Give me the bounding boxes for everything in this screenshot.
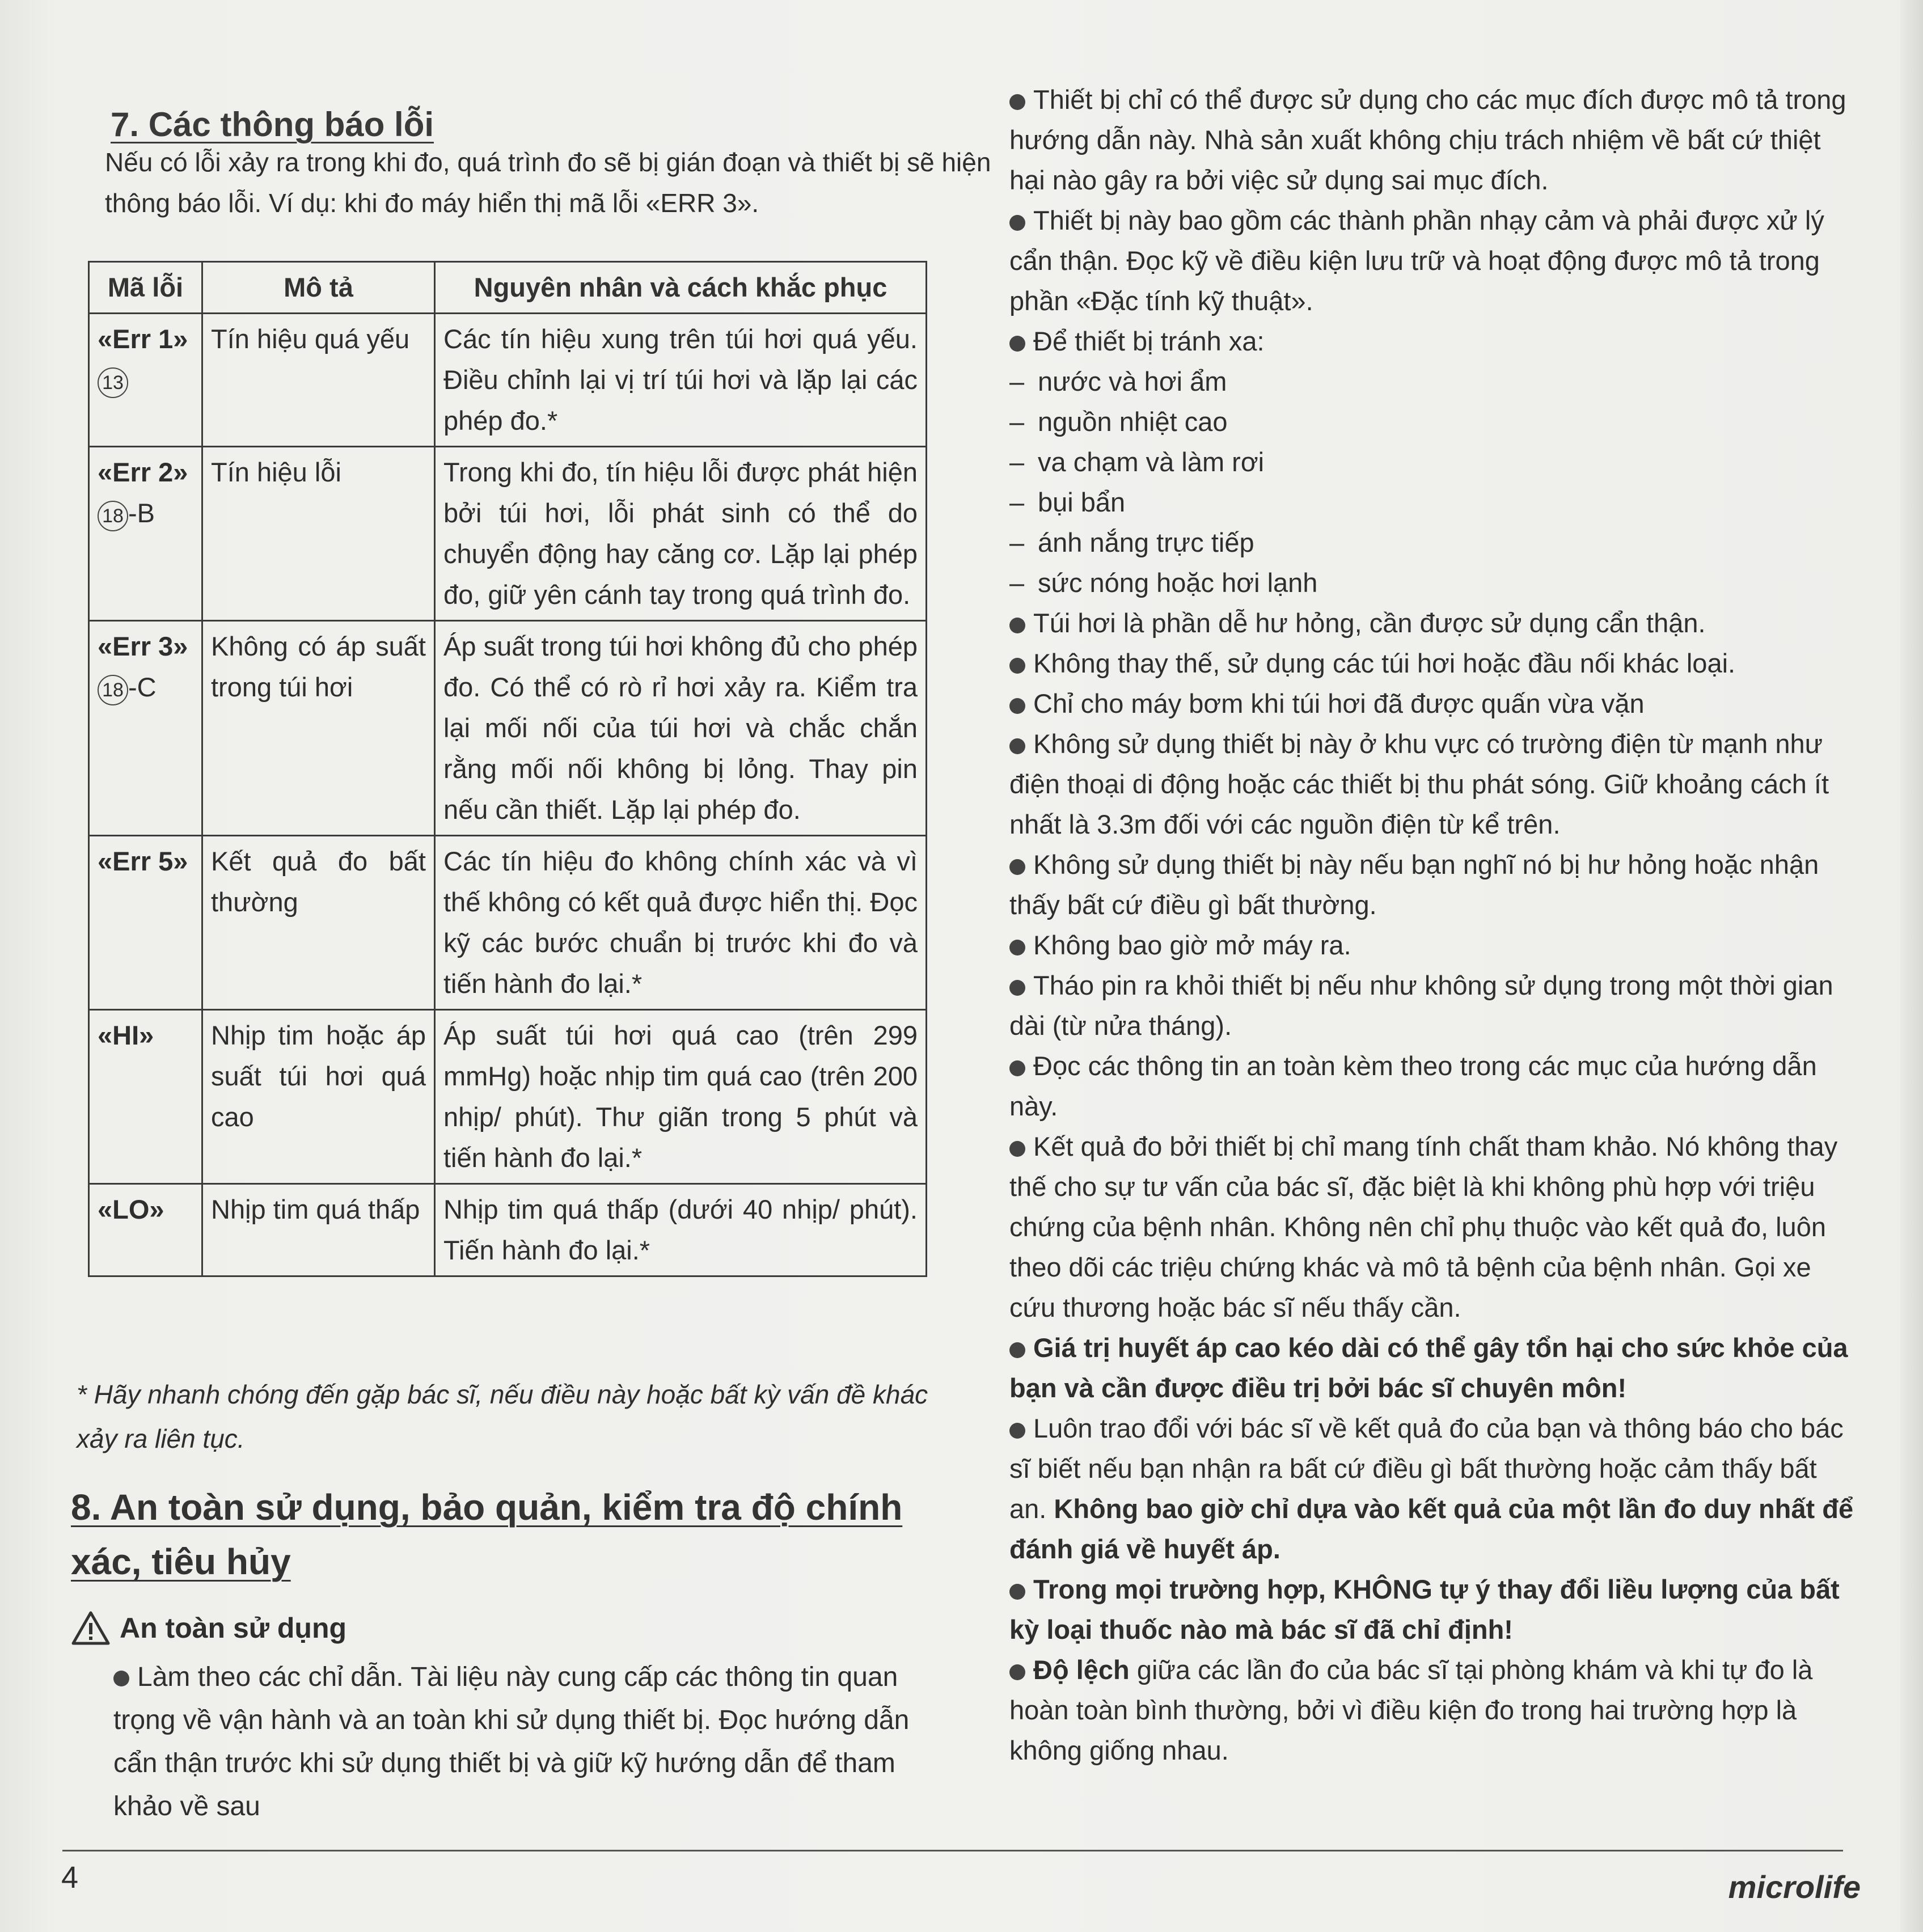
safety-item (1009, 603, 1854, 643)
safety-item-text: Chỉ cho máy bơm khi túi hơi đã được quấn vừa vặn (1033, 688, 1645, 718)
list-item-text: bụi bẩn (1038, 487, 1126, 517)
safety-item (1009, 844, 1854, 925)
error-description: Nhịp tim quá thấp (202, 1184, 435, 1276)
safety-item-text: Để thiết bị tránh xa: (1033, 326, 1265, 356)
safety-item (1009, 200, 1854, 321)
error-description: Không có áp suất trong túi hơi (202, 621, 435, 836)
bullet-icon (1009, 1060, 1025, 1076)
safety-heading (71, 1610, 346, 1646)
error-fix: Nhịp tim quá thấp (dưới 40 nhịp/ phút). Tiến hành đo lại.* (435, 1184, 927, 1276)
error-code-cell (89, 1184, 202, 1276)
error-code: «Err 2» (98, 457, 188, 487)
warning-triangle-icon (71, 1610, 111, 1646)
error-fix: Áp suất túi hơi quá cao (trên 299 mmHg) hoặc nhịp tim quá cao (trên 200 nhịp/ phút). Thư giãn trong 5 phút và tiến hành đo lại.* (435, 1010, 927, 1184)
error-code: «Err 5» (98, 846, 188, 876)
error-code-cell (89, 836, 202, 1010)
bullet-icon (1009, 738, 1025, 754)
table-row (89, 621, 927, 836)
error-code-cell (89, 1010, 202, 1184)
table-row (89, 1010, 927, 1184)
list-item: – nguồn nhiệt cao (1009, 407, 1228, 437)
list-item-text: nước và hơi ẩm (1038, 366, 1227, 396)
error-code: «Err 3» (98, 631, 188, 661)
safety-item (1009, 965, 1854, 1046)
bullet-icon (1009, 658, 1025, 674)
error-fix: Trong khi đo, tín hiệu lỗi được phát hiện bởi túi hơi, lỗi phát sinh có thể do chuyển động hay căng cơ. Lặp lại phép đo, giữ yên cánh tay trong quá trình đo. (435, 447, 927, 621)
error-table-header (89, 262, 927, 314)
safety-item-text: Không bao giờ mở máy ra. (1033, 930, 1351, 960)
safety-text: Làm theo các chỉ dẫn. Tài liệu này cung cấp các thông tin quan trọng về vận hành và an toàn khi sử dụng thiết bị. Đọc hướng dẫn cẩn thận trước khi sử dụng thiết bị và giữ kỹ hướng dẫn để tham khảo về sau (113, 1662, 910, 1821)
header-code: Mã lỗi (89, 262, 202, 314)
safety-item-text: Không thay thế, sử dụng các túi hơi hoặc đầu nối khác loại. (1033, 648, 1736, 678)
bullet-icon (1009, 698, 1025, 714)
safety-item-text: Kết quả đo bởi thiết bị chỉ mang tính chất tham khảo. Nó không thay thế cho sự tư vấn của bác sĩ, đặc biệt là khi không phù hợp với triệu chứng của bệnh nhân. Không nên chỉ phụ thuộc vào kết quả đo, luôn theo dõi các triệu chứng khác và mô tả bệnh của bệnh nhân. Gọi xe cứu thương hoặc bác sĩ nếu thấy cần. (1009, 1131, 1838, 1322)
safety-item-bold-text: Độ lệch (1033, 1655, 1130, 1685)
error-description: Kết quả đo bất thường (202, 836, 435, 1010)
table-footnote: * Hãy nhanh chóng đến gặp bác sĩ, nếu điều này hoặc bất kỳ vấn đề khác xảy ra liên tục. (77, 1380, 928, 1453)
safety-item-bold-text: Trong mọi trường hợp, KHÔNG tự ý thay đổi liều lượng của bất kỳ loại thuốc nào mà bác sĩ đã chỉ định! (1009, 1574, 1840, 1644)
safety-item-text: Túi hơi là phần dễ hư hỏng, cần được sử dụng cẩn thận. (1033, 608, 1706, 638)
bullet-icon (113, 1671, 129, 1686)
section-8-title: 8. An toàn sử dụng, bảo quản, kiểm tra độ chính xác, tiêu hủy (71, 1487, 903, 1582)
error-code: «LO» (98, 1194, 164, 1224)
bullet-icon (1009, 1342, 1025, 1358)
safety-item (1009, 1046, 1854, 1126)
figure-ref-number: 18 (98, 501, 128, 531)
right-column (1009, 79, 1854, 1770)
bullet-icon (1009, 215, 1025, 231)
safety-item (1009, 724, 1854, 844)
list-item-text: ánh nắng trực tiếp (1038, 527, 1254, 557)
figure-ref-suffix: -B (128, 498, 155, 528)
bullet-icon (1009, 980, 1025, 996)
safety-item (1009, 1650, 1854, 1770)
error-code-cell (89, 314, 202, 447)
section-7-title: 7. Các thông báo lỗi (111, 105, 434, 143)
section-7-intro: Nếu có lỗi xảy ra trong khi đo, quá trình đo sẽ bị gián đoạn và thiết bị sẽ hiện thông báo lỗi. Ví dụ: khi đo máy hiển thị mã lỗi «ERR 3». (105, 147, 991, 218)
figure-ref-number: 18 (98, 675, 128, 705)
bullet-icon (1009, 336, 1025, 352)
brand-logo: microlife (1728, 1869, 1861, 1905)
list-item: – va chạm và làm rơi (1009, 447, 1265, 477)
table-row (89, 836, 927, 1010)
error-description: Nhịp tim hoặc áp suất túi hơi quá cao (202, 1010, 435, 1184)
bullet-icon (1009, 94, 1025, 110)
list-item: – ánh nắng trực tiếp (1009, 527, 1254, 557)
error-code: «HI» (98, 1020, 154, 1050)
table-row (89, 1184, 927, 1276)
safety-item-text: Thiết bị này bao gồm các thành phần nhạy cảm và phải được xử lý cẩn thận. Đọc kỹ về điều kiện lưu trữ và hoạt động được mô tả trong phần «Đặc tính kỹ thuật». (1009, 205, 1824, 316)
error-fix: Áp suất trong túi hơi không đủ cho phép đo. Có thể có rò rỉ hơi xảy ra. Kiểm tra lại mối nối của túi hơi và chắc chắn rằng mối nối không bị lỏng. Thay pin nếu cần thiết. Lặp lại phép đo. (435, 621, 927, 836)
safety-item (1009, 321, 1854, 361)
header-description: Mô tả (202, 262, 435, 314)
table-row (89, 314, 927, 447)
error-description: Tín hiệu lỗi (202, 447, 435, 621)
bullet-icon (1009, 940, 1025, 956)
footer-rule (62, 1850, 1843, 1851)
safety-item-text: Luôn trao đổi với bác sĩ về kết quả đo của bạn và thông báo cho bác sĩ biết nếu bạn nhận ra bất cứ điều gì bất thường hoặc cảm thấy bất an. (1009, 1413, 1844, 1524)
bullet-icon (1009, 1141, 1025, 1157)
error-table (88, 261, 927, 1277)
error-code-cell (89, 621, 202, 836)
safety-item-text: Không sử dụng thiết bị này nếu bạn nghĩ nó bị hư hỏng hoặc nhận thấy bất cứ điều gì bất thường. (1009, 849, 1819, 920)
safety-paragraph (113, 1656, 953, 1828)
safety-item (1009, 925, 1854, 965)
safety-item (1009, 1569, 1854, 1650)
safety-item-text: Thiết bị chỉ có thể được sử dụng cho các mục đích được mô tả trong hướng dẫn này. Nhà sản xuất không chịu trách nhiệm về bất cứ thiệt hại nào gây ra bởi việc sử dụng sai mục đích. (1009, 84, 1846, 195)
figure-ref-number: 13 (98, 367, 128, 398)
safety-item (1009, 1126, 1854, 1328)
error-description: Tín hiệu quá yếu (202, 314, 435, 447)
page-number: 4 (61, 1861, 79, 1895)
safety-item (1009, 79, 1854, 200)
bullet-icon (1009, 1584, 1025, 1600)
bullet-icon (1009, 1664, 1025, 1680)
dash-list (1009, 361, 1854, 603)
list-item-text: sức nóng hoặc hơi lạnh (1038, 568, 1318, 598)
safety-item-text: Tháo pin ra khỏi thiết bị nếu như không sử dụng trong một thời gian dài (từ nửa tháng). (1009, 970, 1833, 1041)
safety-item (1009, 1408, 1854, 1569)
error-code: «Err 1» (98, 324, 188, 354)
safety-item (1009, 643, 1854, 683)
safety-item-bold-text: Giá trị huyết áp cao kéo dài có thể gây tổn hại cho sức khỏe của bạn và cần được điều trị bởi bác sĩ chuyên môn! (1009, 1333, 1848, 1403)
list-item-text: nguồn nhiệt cao (1038, 407, 1228, 437)
safety-item (1009, 1328, 1854, 1408)
safety-item-text: Không sử dụng thiết bị này ở khu vực có trường điện từ mạnh như điện thoại di động hoặc các thiết bị thu phát sóng. Giữ khoảng cách ít nhất là 3.3m đối với các nguồn điện từ kể trên. (1009, 729, 1829, 839)
bullet-icon (1009, 1423, 1025, 1439)
list-item-text: va chạm và làm rơi (1038, 447, 1265, 477)
header-cause-fix: Nguyên nhân và cách khắc phục (435, 262, 927, 314)
bullet-icon (1009, 859, 1025, 875)
safety-item-text: giữa các lần đo của bác sĩ tại phòng khám và khi tự đo là hoàn toàn bình thường, bởi vì điều kiện đo trong hai trường hợp là không giống nhau. (1009, 1655, 1813, 1765)
list-item: – nước và hơi ẩm (1009, 366, 1227, 396)
safety-heading-text: An toàn sử dụng (120, 1612, 347, 1644)
error-fix: Các tín hiệu xung trên túi hơi quá yếu. Điều chỉnh lại vị trí túi hơi và lặp lại các phép đo.* (435, 314, 927, 447)
bullet-icon (1009, 618, 1025, 633)
table-row (89, 447, 927, 621)
list-item: – sức nóng hoặc hơi lạnh (1009, 568, 1318, 598)
error-code-cell (89, 447, 202, 621)
safety-item (1009, 683, 1854, 724)
figure-ref-suffix: -C (128, 672, 157, 702)
safety-item-bold-text: Không bao giờ chỉ dựa vào kết quả của một lần đo duy nhất để đánh giá về huyết áp. (1009, 1494, 1854, 1564)
safety-item-text: Đọc các thông tin an toàn kèm theo trong các mục của hướng dẫn này. (1009, 1051, 1817, 1121)
list-item: – bụi bẩn (1009, 487, 1126, 517)
error-fix: Các tín hiệu đo không chính xác và vì thế không có kết quả được hiển thị. Đọc kỹ các bước chuẩn bị trước khi đo và tiến hành đo lại.* (435, 836, 927, 1010)
page-fold-shadow (1900, 0, 1923, 1932)
